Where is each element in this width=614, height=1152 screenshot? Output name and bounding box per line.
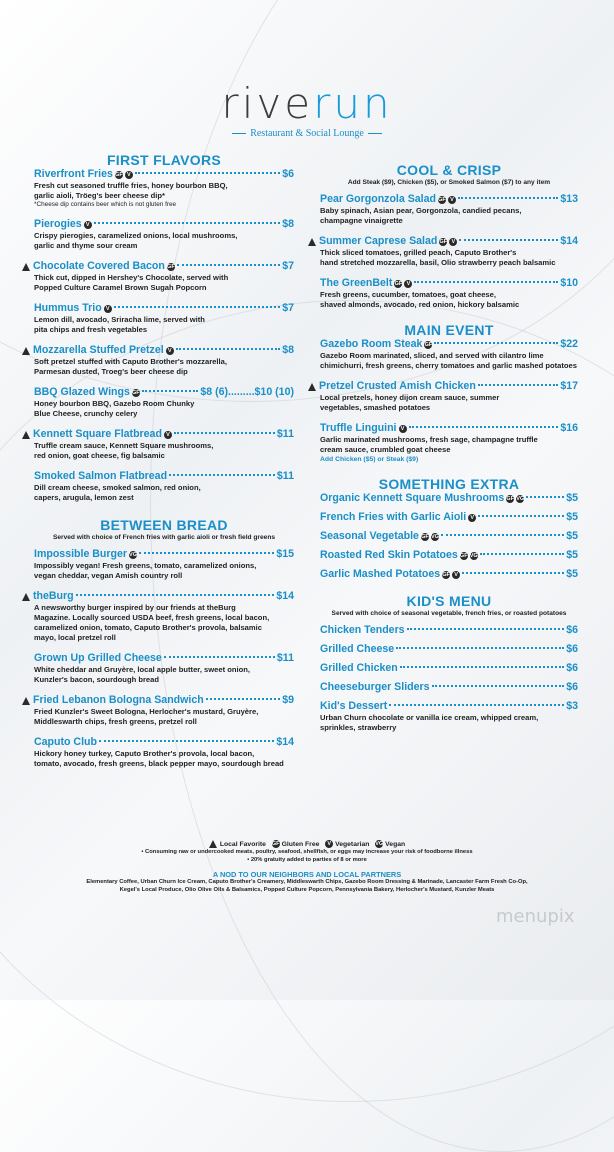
menu-item-description: mayo, local pretzel roll <box>34 633 116 642</box>
menu-item-row <box>320 681 578 694</box>
footer <box>0 840 614 894</box>
gluten-free-icon: GF <box>115 171 123 178</box>
section-note: Served with choice of French fries with garlic aioli or fresh field greens <box>52 534 276 541</box>
menu-item-name: Riverfront Fries <box>34 168 113 180</box>
vegetarian-icon: V <box>84 221 92 229</box>
leader-dots <box>142 390 199 392</box>
vegetarian-icon: V <box>449 238 457 246</box>
local-favorite-icon <box>209 840 217 848</box>
section-title: KID'S MENU <box>406 593 492 609</box>
menu-item-row <box>320 700 578 713</box>
menu-item-description: Fried Kunzler's Sweet Bologna, Herlocher's mustard, Gruyère, <box>34 707 259 716</box>
menu-item-description: vegetables, smashed potatoes <box>320 403 431 412</box>
menu-item <box>320 492 578 505</box>
menu-item-name: Kennett Square Flatbread <box>33 428 162 440</box>
menu-item-price: $8 <box>282 344 294 356</box>
menu-item-price: $6 <box>566 681 578 693</box>
menu-item-name: Roasted Red Skin Potatoes <box>320 549 458 561</box>
section-something-extra <box>320 476 578 581</box>
menu-item-name: Garlic Mashed Potatoes <box>320 568 441 580</box>
menu-item-description: chimichurri, fresh greens, cherry tomatoes and garlic mashed potatoes <box>320 361 578 370</box>
menu-item-description: Thick cut, dipped in Hershey's Chocolate, served with <box>34 273 229 282</box>
vegetarian-icon: V <box>166 347 174 355</box>
vegan-icon: VG <box>516 495 525 502</box>
menu-item-price: $22 <box>560 338 578 350</box>
menu-item <box>34 260 294 293</box>
menu-item-name: Truffle Linguini <box>320 422 397 434</box>
partners-line: Kegel's Local Produce, Olio Olive Oils & Balsamics, Popped Culture Popcorn, Pennsylvania Bakery, Herlocher's Mustard, Kunzler Meats <box>119 886 495 893</box>
leader-dots <box>407 628 565 630</box>
menu-item <box>320 530 578 543</box>
gluten-free-icon: GF <box>439 238 448 245</box>
right-column <box>320 162 578 742</box>
menu-item-note: *Cheese dip contains beer which is not gluten free <box>34 201 177 208</box>
menu-item-price: $6 <box>566 662 578 674</box>
menu-item <box>34 736 294 769</box>
menu-item <box>320 662 578 675</box>
menu-item-row <box>34 470 294 483</box>
menu-item-name: Grown Up Grilled Cheese <box>34 652 162 664</box>
section-between-bread <box>34 517 294 769</box>
menu-item-description: Fresh greens, cucumber, tomatoes, goat cheese, <box>320 290 496 299</box>
logo-name-b: run <box>313 79 393 128</box>
section-note: Served with choice of seasonal vegetable, french fries, or roasted potatoes <box>331 610 567 617</box>
gluten-free-icon: GF <box>394 280 403 287</box>
leader-dots <box>458 197 558 199</box>
menu-item-addon: Add Chicken ($5) or Steak ($9) <box>320 456 419 463</box>
menu-item-description: hand stretched mozzarella, basil, Olio strawberry peach balsamic <box>320 258 556 267</box>
menu-item-row <box>320 422 578 435</box>
gluten-free-icon: GF <box>421 533 429 540</box>
leader-dots <box>94 222 281 224</box>
menu-item-name: BBQ Glazed Wings <box>34 386 130 398</box>
menu-item-price: $14 <box>560 235 578 247</box>
menu-item <box>34 548 294 581</box>
menu-item-description: Dill cream cheese, smoked salmon, red onion, <box>34 483 201 492</box>
leader-dots <box>441 534 564 536</box>
leader-dots <box>526 496 564 498</box>
menu-item <box>34 694 294 727</box>
menu-item <box>34 652 294 685</box>
leader-dots <box>174 432 275 434</box>
leader-dots <box>462 572 564 574</box>
menu-item-row <box>320 568 578 581</box>
local-favorite-icon <box>308 238 316 246</box>
menu-item-name: Mozzarella Stuffed Pretzel <box>33 344 164 356</box>
menu-item-name: Cheeseburger Sliders <box>320 681 430 693</box>
menu-item <box>320 235 578 268</box>
menu-item-price: $17 <box>560 380 578 392</box>
menu-item <box>34 302 294 335</box>
menu-item <box>320 193 578 226</box>
menu-item-name: Summer Caprese Salad <box>319 235 438 247</box>
menu-item-row <box>34 386 294 399</box>
menu-item-description: White cheddar and Gruyère, local apple butter, sweet onion, <box>34 665 251 674</box>
menu-item-price: $13 <box>560 193 578 205</box>
menu-item <box>34 386 294 419</box>
menu-item-description: Local pretzels, honey dijon cream sauce, summer <box>320 393 500 402</box>
menu-item-description: Truffle cream sauce, Kennett Square mushrooms, <box>34 441 214 450</box>
menu-item <box>320 511 578 524</box>
gluten-free-icon: GF <box>438 196 446 203</box>
gluten-free-icon: GF <box>442 571 450 578</box>
menu-item <box>320 277 578 310</box>
divider <box>368 133 382 134</box>
section-title: BETWEEN BREAD <box>100 517 228 533</box>
leader-dots <box>114 306 281 308</box>
gluten-free-icon: GF <box>506 495 515 502</box>
section-note: Add Steak ($9), Chicken ($5), or Smoked Salmon ($7) to any item <box>347 179 551 186</box>
menu-item-description: sprinkles, strawberry <box>320 723 397 732</box>
menu-item-description: garlic aioli, Tröeg's beer cheese dip* <box>34 191 165 200</box>
menu-item-name: Pierogies <box>34 218 82 230</box>
menu-item-description: Kunzler's bacon, sourdough bread <box>34 675 160 684</box>
vegetarian-icon: V <box>325 840 333 848</box>
vegan-icon: VG <box>430 533 439 540</box>
vegetarian-icon: V <box>399 425 407 433</box>
menu-item-name: Kid's Dessert <box>320 700 388 712</box>
menu-item-price: $16 <box>560 422 578 434</box>
menu-item <box>34 590 294 643</box>
menu-item-description: Honey bourbon BBQ, Gazebo Room Chunky <box>34 399 195 408</box>
menu-item-row <box>34 260 294 273</box>
section-main-event <box>320 322 578 464</box>
leader-dots <box>459 239 558 241</box>
local-favorite-icon <box>22 593 30 601</box>
legend-vg: Vegan <box>385 841 406 848</box>
section-title: FIRST FLAVORS <box>106 152 222 168</box>
menu-item-price: $15 <box>276 548 294 560</box>
section-title: SOMETHING EXTRA <box>378 476 520 492</box>
partners-line: Elementary Coffee, Urban Churn Ice Cream, Caputo Brother's Creamery, Middleswarth Chips, Gazebo Room Dressing & Marinade, Lancaster Farm Fresh Co-Op, <box>86 879 528 885</box>
menu-item-price: $14 <box>276 590 294 602</box>
menu-item-name: Gazebo Room Steak <box>320 338 423 350</box>
menu-item-row <box>34 344 294 357</box>
menu-item-description: Soft pretzel stuffed with Caputo Brother's mozzarella, <box>34 357 227 366</box>
vegetarian-icon: V <box>448 196 456 204</box>
menu-item-name: Hummus Trio <box>34 302 102 314</box>
logo-subtitle-text: Restaurant & Social Lounge <box>250 128 364 139</box>
vegan-icon: VG <box>375 841 384 848</box>
menu-item-name: Fried Lebanon Bologna Sandwich <box>33 694 204 706</box>
menu-item-name: Chocolate Covered Bacon <box>33 260 165 272</box>
menu-item-description: Baby spinach, Asian pear, Gorgonzola, candied pecans, <box>320 206 522 215</box>
menu-item-row <box>320 511 578 524</box>
section-cool-crisp <box>320 162 578 310</box>
menu-item-price: $5 <box>566 492 578 504</box>
vegan-icon: VG <box>129 551 137 558</box>
leader-dots <box>139 552 274 554</box>
menu-item-price: $3 <box>566 700 578 712</box>
menu-item-price: $11 <box>276 470 294 482</box>
menu-item-price: $8 (6).........$10 (10) <box>200 386 294 398</box>
menu-item-price: $6 <box>566 643 578 655</box>
menu-item-description: tomato, avocado, fresh greens, black pepper mayo, sourdough bread <box>34 759 284 768</box>
menu-item-row <box>320 662 578 675</box>
vegetarian-icon: V <box>468 514 476 522</box>
logo-name-a: rive <box>221 79 314 128</box>
menu-item-price: $8 <box>282 218 294 230</box>
local-favorite-icon <box>308 383 316 391</box>
menu-item-description: champagne vinaigrette <box>320 216 403 225</box>
leader-dots <box>409 426 559 428</box>
menu-item-price: $5 <box>566 568 578 580</box>
menu-item-description: Magazine. Locally sourced USDA beef, fresh greens, local bacon, <box>34 613 270 622</box>
leader-dots <box>206 698 281 700</box>
menu-item-row <box>320 549 578 562</box>
leader-dots <box>396 647 564 649</box>
leader-dots <box>76 594 275 596</box>
menu-item-description: Lemon dill, avocado, Sriracha lime, served with <box>34 315 205 324</box>
vegetarian-icon: V <box>104 305 112 313</box>
legend-gf: Gluten Free <box>281 841 320 848</box>
menu-item-price: $6 <box>566 624 578 636</box>
menu-item <box>34 168 294 209</box>
leader-dots <box>176 348 281 350</box>
menu-item-description: Blue Cheese, crunchy celery <box>34 409 138 418</box>
gluten-free-icon: GF <box>132 389 140 396</box>
menu-item <box>320 681 578 694</box>
menu-item-price: $7 <box>282 302 294 314</box>
leader-dots <box>389 704 564 706</box>
menu-item-name: Impossible Burger <box>34 548 128 560</box>
leader-dots <box>480 553 564 555</box>
menu-item-price: $7 <box>282 260 294 272</box>
menu-item-row <box>320 235 578 248</box>
leader-dots <box>478 384 559 386</box>
menu-item-name: The GreenBelt <box>320 277 393 289</box>
menu-item <box>320 568 578 581</box>
menu-item-row <box>320 193 578 206</box>
menu-item-description: Popped Culture Caramel Brown Sugah Popcorn <box>34 283 207 292</box>
menu-item-name: Caputo Club <box>34 736 97 748</box>
leader-dots <box>164 656 275 658</box>
legend <box>0 840 614 849</box>
menu-item <box>320 643 578 656</box>
menu-item-description: Crispy pierogies, caramelized onions, local mushrooms, <box>34 231 238 240</box>
divider <box>232 133 246 134</box>
menu-item-row <box>34 302 294 315</box>
vegetarian-icon: V <box>452 571 460 579</box>
left-column <box>34 152 294 778</box>
menu-item <box>320 338 578 371</box>
menu-item-row <box>34 218 294 231</box>
gluten-free-icon: GF <box>167 263 175 270</box>
menu-item-row <box>34 652 294 665</box>
local-favorite-icon <box>22 431 30 439</box>
menu-item <box>34 218 294 251</box>
menu-item-row <box>34 428 294 441</box>
watermark: menupix <box>496 906 575 927</box>
menu-item-row <box>320 492 578 505</box>
menu-item-description: cream sauce, crumbled goat cheese <box>320 445 451 454</box>
menu-item-description: garlic and thyme sour cream <box>34 241 138 250</box>
menu-item-description: Parmesan dusted, Troeg's beer cheese dip <box>34 367 188 376</box>
leader-dots <box>432 685 565 687</box>
menu-item-description: Garlic marinated mushrooms, fresh sage, champagne truffle <box>320 435 538 444</box>
leader-dots <box>99 740 274 742</box>
leader-dots <box>400 666 564 668</box>
menu-item-name: theBurg <box>33 590 74 602</box>
menu-item-row <box>34 590 294 603</box>
gluten-free-icon: GF <box>424 341 433 348</box>
partners-title: A NOD TO OUR NEIGHBORS AND LOCAL PARTNERS <box>212 870 402 879</box>
local-favorite-icon <box>22 263 30 271</box>
logo <box>0 79 614 139</box>
menu-item <box>320 549 578 562</box>
menu-item-description: A newsworthy burger inspired by our friends at theBurg <box>34 603 236 612</box>
menu-item <box>34 428 294 461</box>
menu-item-name: French Fries with Garlic Aioli <box>320 511 467 523</box>
menu-item-description: vegan cheddar, vegan Amish country roll <box>34 571 183 580</box>
vegetarian-icon: V <box>404 280 412 288</box>
menu-item-price: $11 <box>276 428 294 440</box>
menu-item-row <box>34 694 294 707</box>
local-favorite-icon <box>22 697 30 705</box>
menu-item <box>34 344 294 377</box>
footnote-gratuity: • 20% gratuity added to parties of 8 or more <box>247 856 367 863</box>
menu-item-row <box>320 643 578 656</box>
leader-dots <box>434 342 558 344</box>
menu-item-name: Organic Kennett Square Mushrooms <box>320 492 505 504</box>
menu-item-price: $11 <box>276 652 294 664</box>
local-favorite-icon <box>22 347 30 355</box>
logo-name <box>0 79 614 128</box>
leader-dots <box>135 172 280 174</box>
menu-item <box>320 700 578 733</box>
section-title: COOL & CRISP <box>396 162 502 178</box>
menu-item-name: Pretzel Crusted Amish Chicken <box>319 380 476 392</box>
menu-item-price: $6 <box>282 168 294 180</box>
leader-dots <box>177 264 280 266</box>
menu-item-description: Fresh cut seasoned truffle fries, honey bourbon BBQ, <box>34 181 228 190</box>
vegetarian-icon: V <box>164 431 172 439</box>
menu-item-price: $5 <box>566 530 578 542</box>
gluten-free-icon: GF <box>459 552 468 559</box>
menu-item-name: Smoked Salmon Flatbread <box>34 470 168 482</box>
menu-item-row <box>320 530 578 543</box>
menu-item-name: Seasonal Vegetable <box>320 530 419 542</box>
menu-item-description: shaved almonds, avocado, red onion, hickory balsamic <box>320 300 520 309</box>
menu-item <box>320 380 578 413</box>
vegetarian-icon: V <box>125 171 133 179</box>
menu-item-description: red onion, goat cheese, fig balsamic <box>34 451 165 460</box>
menu-item-row <box>320 624 578 637</box>
menu-item-description: caramelized onion, tomato, Caputo Brother's provola, balsamic <box>34 623 262 632</box>
menu-item-row <box>320 380 578 393</box>
section-title: MAIN EVENT <box>404 322 494 338</box>
leader-dots <box>169 474 275 476</box>
menu-item <box>34 470 294 503</box>
logo-subtitle <box>0 128 614 139</box>
gluten-free-icon: GF <box>271 841 280 848</box>
menu-item-name: Chicken Tenders <box>320 624 405 636</box>
menu-item-description: Urban Churn chocolate or vanilla ice cream, whipped cream, <box>320 713 539 722</box>
menu-item-name: Grilled Cheese <box>320 643 395 655</box>
menu-item-price: $5 <box>566 511 578 523</box>
menu-item-row <box>320 338 578 351</box>
menu-item-row <box>34 548 294 561</box>
menu-item <box>320 624 578 637</box>
menu-item-price: $9 <box>282 694 294 706</box>
legend-v: Vegetarian <box>335 841 370 848</box>
legend-local: Local Favorite <box>219 841 266 848</box>
menu-item-price: $14 <box>276 736 294 748</box>
menu-item-row <box>320 277 578 290</box>
menu-item-description: Hickory honey turkey, Caputo Brother's provola, local bacon, <box>34 749 255 758</box>
vegan-icon: VG <box>469 552 478 559</box>
section-first-flavors <box>34 152 294 503</box>
footnote-raw: • Consuming raw or undercooked meats, poultry, seafood, shellfish, or eggs may increase your risk of foodborne illness <box>141 849 473 855</box>
menu-item-row <box>34 168 294 181</box>
leader-dots <box>414 281 558 283</box>
menu-item-description: Gazebo Room marinated, sliced, and served with cilantro lime <box>320 351 544 360</box>
menu-item-description: Middleswarth chips, fresh greens, pretzel roll <box>34 717 197 726</box>
menu-item-description: Impossibly vegan! Fresh greens, tomato, caramelized onions, <box>34 561 257 570</box>
menu-item <box>320 422 578 464</box>
menu-item-description: pita chips and fresh vegetables <box>34 325 148 334</box>
menu-item-name: Grilled Chicken <box>320 662 398 674</box>
menu-item-row <box>34 736 294 749</box>
menu-item-price: $5 <box>566 549 578 561</box>
leader-dots <box>478 515 564 517</box>
section-kids-menu <box>320 593 578 733</box>
menu-item-description: capers, arugula, lemon zest <box>34 493 134 502</box>
menu-item-name: Pear Gorgonzola Salad <box>320 193 436 205</box>
menu-item-price: $10 <box>560 277 578 289</box>
menu-item-description: Thick sliced tomatoes, grilled peach, Caputo Brother's <box>320 248 517 257</box>
